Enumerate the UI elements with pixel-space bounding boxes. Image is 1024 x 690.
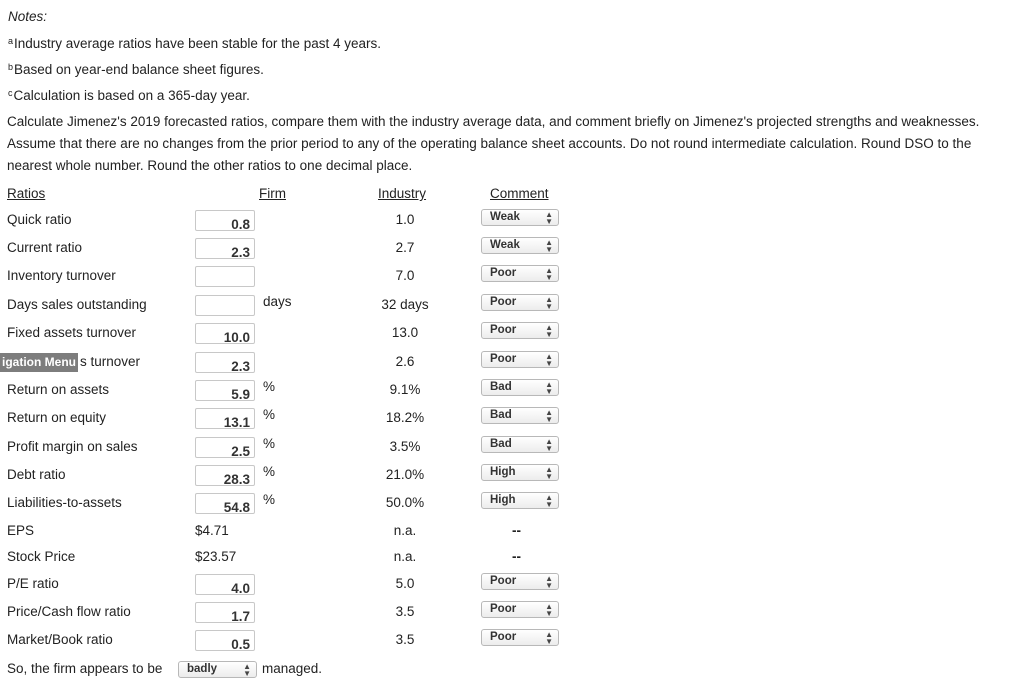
- comment-select[interactable]: [481, 379, 559, 396]
- industry-value: 9.1%: [389, 382, 421, 397]
- firm-input[interactable]: 2.3: [195, 238, 255, 259]
- comment-select-value: Bad: [490, 409, 512, 421]
- comment-select-value: Poor: [490, 603, 517, 615]
- select-arrows-icon: ▲ ▼: [243, 662, 251, 678]
- unit-label: %: [263, 464, 276, 479]
- row-label: s turnover: [80, 354, 141, 369]
- stock-price-industry-value: n.a.: [393, 549, 417, 564]
- comment-select[interactable]: [481, 322, 559, 339]
- row-label: Liabilities-to-assets: [7, 495, 122, 510]
- comment-select-value: Poor: [490, 575, 517, 587]
- select-arrows-icon: ▲ ▼: [545, 323, 553, 339]
- comment-select-value: Poor: [490, 324, 517, 336]
- conclusion-suffix: managed.: [262, 661, 323, 676]
- header-comment: Comment: [490, 186, 549, 201]
- firm-input[interactable]: 13.1: [195, 408, 255, 429]
- row-label: Debt ratio: [7, 467, 66, 482]
- comment-select[interactable]: [481, 464, 559, 481]
- comment-select-value: Weak: [490, 239, 520, 251]
- row-label: Current ratio: [7, 240, 83, 255]
- notes-title: Notes:: [8, 9, 48, 24]
- industry-value: 3.5: [395, 632, 415, 647]
- stock-price-firm-value: $23.57: [195, 549, 237, 564]
- firm-input[interactable]: 0.8: [195, 210, 255, 231]
- row-label: Quick ratio: [7, 212, 72, 227]
- comment-select[interactable]: [481, 601, 559, 618]
- industry-value: 50.0%: [385, 495, 425, 510]
- firm-input[interactable]: 28.3: [195, 465, 255, 486]
- select-arrows-icon: ▲ ▼: [545, 574, 553, 590]
- comment-select[interactable]: [481, 573, 559, 590]
- comment-select[interactable]: [481, 209, 559, 226]
- navigation-menu-button[interactable]: igation Menu: [0, 353, 78, 372]
- comment-select-value: Poor: [490, 631, 517, 643]
- firm-input[interactable]: 2.3: [195, 352, 255, 373]
- conclusion-prefix: So, the firm appears to be: [7, 661, 163, 676]
- firm-input[interactable]: 4.0: [195, 574, 255, 595]
- header-industry: Industry: [378, 186, 427, 201]
- industry-value: 5.0: [395, 576, 415, 591]
- comment-select[interactable]: [481, 265, 559, 282]
- comment-select-value: Poor: [490, 267, 517, 279]
- industry-value: 18.2%: [385, 410, 425, 425]
- row-label: Fixed assets turnover: [7, 325, 137, 340]
- select-arrows-icon: ▲ ▼: [545, 266, 553, 282]
- select-arrows-icon: ▲ ▼: [545, 352, 553, 368]
- firm-input[interactable]: 5.9: [195, 380, 255, 401]
- industry-value: 2.6: [395, 354, 415, 369]
- industry-value: 3.5%: [389, 439, 421, 454]
- comment-select[interactable]: [481, 436, 559, 453]
- select-arrows-icon: ▲ ▼: [545, 493, 553, 509]
- stock-price-comment: --: [512, 549, 521, 564]
- comment-select-value: High: [490, 494, 516, 506]
- row-label: Inventory turnover: [7, 268, 116, 283]
- comment-select[interactable]: [481, 351, 559, 368]
- unit-label: %: [263, 379, 276, 394]
- select-arrows-icon: ▲ ▼: [545, 602, 553, 618]
- row-label: Return on equity: [7, 410, 107, 425]
- header-ratios: Ratios: [7, 186, 46, 201]
- select-arrows-icon: ▲ ▼: [545, 295, 553, 311]
- select-arrows-icon: ▲ ▼: [545, 238, 553, 254]
- row-label-stock-price: Stock Price: [7, 549, 76, 564]
- comment-select[interactable]: [481, 629, 559, 646]
- comment-select-value: Weak: [490, 211, 520, 223]
- comment-select-value: High: [490, 466, 516, 478]
- select-arrows-icon: ▲ ▼: [545, 408, 553, 424]
- comment-select-value: Bad: [490, 438, 512, 450]
- row-label: Market/Book ratio: [7, 632, 113, 647]
- comment-select-value: Poor: [490, 353, 517, 365]
- industry-value: 2.7: [395, 240, 415, 255]
- note-b: $^b$Based on year-end balance sheet figures.: [8, 62, 264, 77]
- row-label-eps: EPS: [7, 523, 35, 538]
- select-arrows-icon: ▲ ▼: [545, 437, 553, 453]
- firm-input[interactable]: 10.0: [195, 323, 255, 344]
- firm-input[interactable]: 1.7: [195, 602, 255, 623]
- row-label: P/E ratio: [7, 576, 59, 591]
- comment-select-value: Poor: [490, 296, 517, 308]
- instructions: Calculate Jimenez's 2019 forecasted ratios, compare them with the industry average data, and comment briefly on Jimenez's projected strengths and weaknesses. Assume that there are no changes from the prior period to any of the operating balance sheet accounts. Do not round intermediate calculation. Round DSO to the nearest whole number. Round the other ratios to one decimal place.: [7, 114, 980, 173]
- eps-industry-value: n.a.: [393, 523, 417, 538]
- industry-value: 7.0: [395, 268, 415, 283]
- row-label: Return on assets: [7, 382, 110, 397]
- select-arrows-icon: ▲ ▼: [545, 630, 553, 646]
- conclusion-select[interactable]: [178, 661, 257, 678]
- eps-comment: --: [512, 523, 521, 538]
- industry-value: 3.5: [395, 604, 415, 619]
- row-label: Profit margin on sales: [7, 439, 138, 454]
- comment-select-value: Bad: [490, 381, 512, 393]
- conclusion-select-value: badly: [187, 663, 218, 675]
- unit-label: %: [263, 436, 276, 451]
- firm-input[interactable]: [195, 266, 255, 287]
- eps-firm-value: $4.71: [195, 523, 229, 538]
- firm-input[interactable]: 54.8: [195, 493, 255, 514]
- firm-input[interactable]: [195, 295, 255, 316]
- unit-label: days: [263, 294, 292, 309]
- firm-input[interactable]: 0.5: [195, 630, 255, 651]
- row-label: Days sales outstanding: [7, 297, 147, 312]
- comment-select[interactable]: [481, 492, 559, 509]
- comment-select[interactable]: [481, 294, 559, 311]
- unit-label: %: [263, 407, 276, 422]
- industry-value: 32 days: [381, 297, 429, 312]
- note-a: $^a$Industry average ratios have been stable for the past 4 years.: [8, 36, 381, 51]
- comment-select[interactable]: [481, 237, 559, 254]
- header-firm: Firm: [259, 186, 286, 201]
- industry-value: 13.0: [391, 325, 419, 340]
- firm-input[interactable]: 2.5: [195, 437, 255, 458]
- note-c: $^c$Calculation is based on a 365-day year.: [8, 88, 250, 103]
- select-arrows-icon: ▲ ▼: [545, 210, 553, 226]
- select-arrows-icon: ▲ ▼: [545, 465, 553, 481]
- unit-label: %: [263, 492, 276, 507]
- industry-value: 21.0%: [385, 467, 425, 482]
- row-label: Price/Cash flow ratio: [7, 604, 131, 619]
- select-arrows-icon: ▲ ▼: [545, 380, 553, 396]
- industry-value: 1.0: [395, 212, 415, 227]
- comment-select[interactable]: [481, 407, 559, 424]
